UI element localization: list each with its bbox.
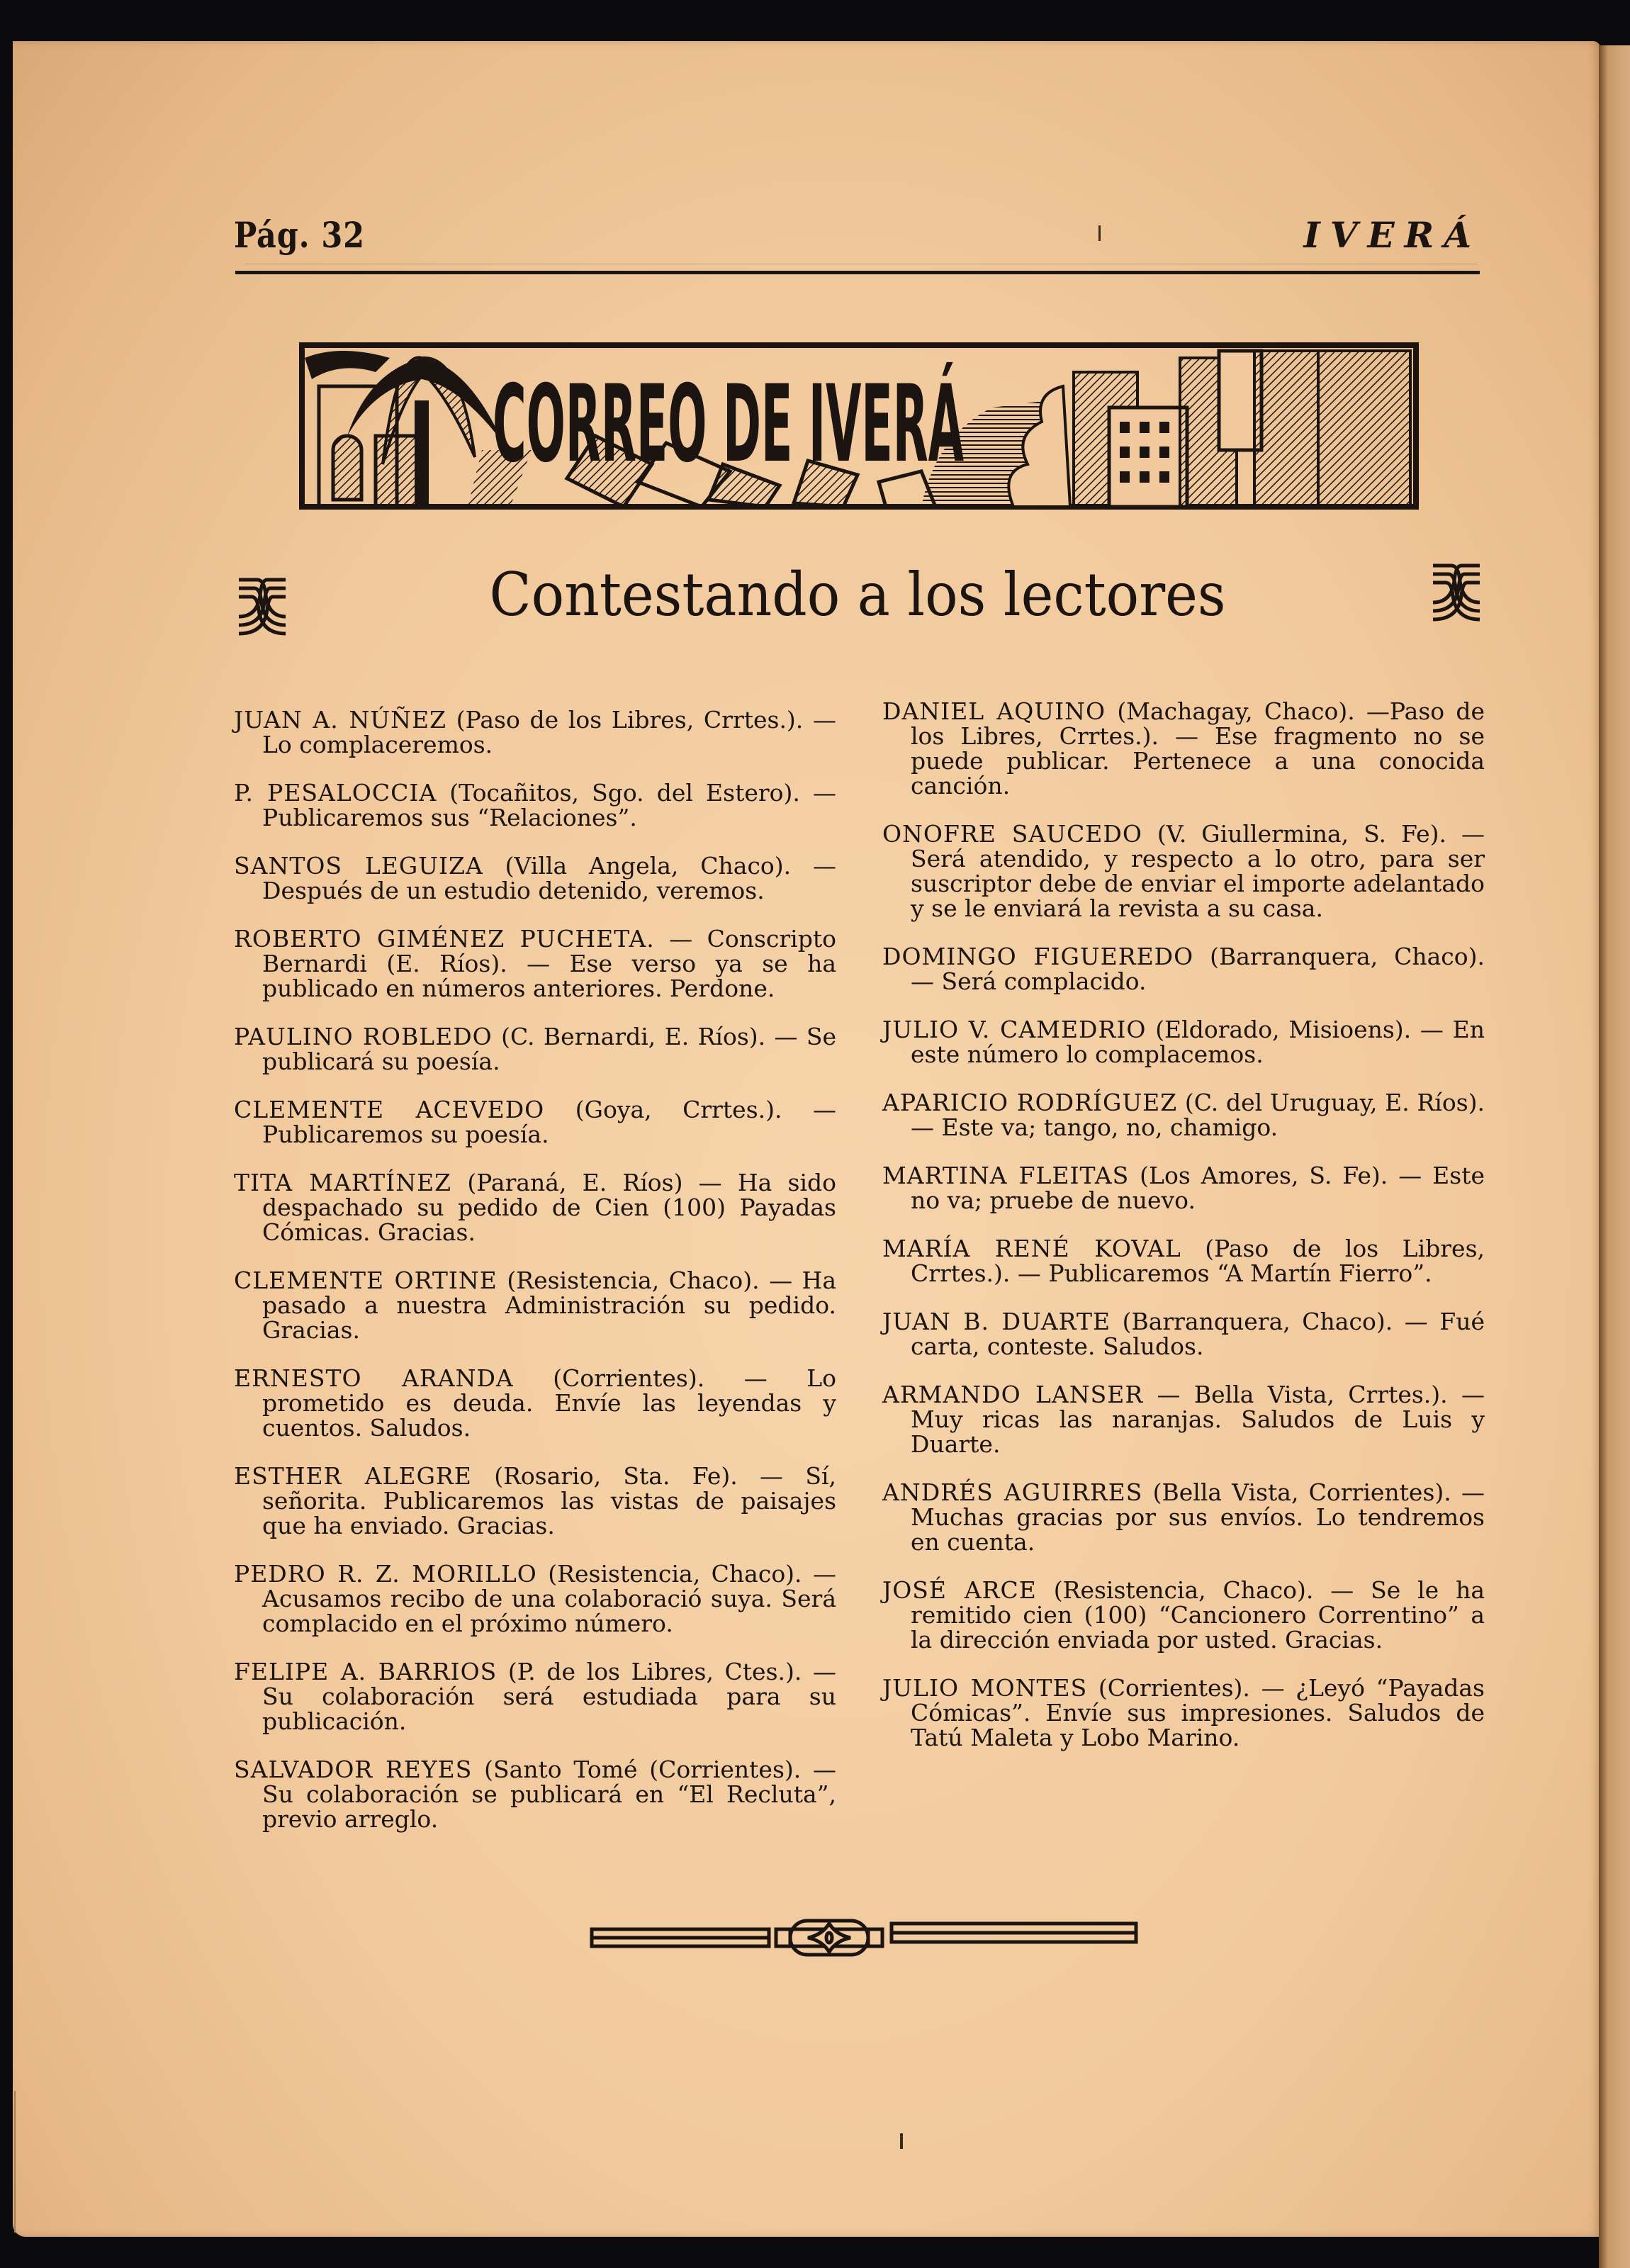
reply-text: (Tocañitos, Sgo. del Estero). — Publicaremos sus “Relaciones”.: [262, 779, 836, 831]
reply-text: (Rosario, Sta. Fe). — Sí, señorita. Publicaremos las vistas de paisajes que ha enviado. Gracias.: [262, 1462, 837, 1539]
reply-text: (P. de los Libres, Ctes.). — Su colaboración será estudiada para su publicación.: [262, 1658, 836, 1735]
reply-entry: [234, 780, 836, 830]
next-page-edge: [1599, 45, 1630, 2268]
reader-name: FELIPE A. BARRIOS: [234, 1658, 498, 1685]
reply-entry: [234, 853, 836, 903]
reply-entry: [234, 1097, 836, 1147]
reader-name: ONOFRE SAUCEDO: [882, 820, 1142, 848]
reader-name: SALVADOR REYES: [234, 1756, 473, 1783]
section-heading: [234, 560, 1481, 638]
reply-entry: [234, 1024, 836, 1074]
magazine-title: IVERÁ: [1303, 214, 1481, 256]
header-rule: [235, 271, 1480, 274]
reply-entry: [882, 699, 1485, 798]
reply-entry: [882, 1578, 1485, 1652]
reply-entry: [234, 926, 836, 1001]
correo-banner: [298, 330, 1421, 512]
reply-text: (Paraná, E. Ríos) — Ha sido despachado su pedido de Cien (100) Payadas Cómicas. Gracias.: [262, 1169, 836, 1246]
reader-name: JOSÉ ARCE: [882, 1576, 1037, 1604]
reader-name: CLEMENTE ORTINE: [234, 1267, 498, 1294]
reply-text: (Corrientes). — Lo prometido es deuda. Envíe las leyendas y cuentos. Saludos.: [262, 1364, 836, 1442]
reader-name: MARÍA RENÉ KOVAL: [882, 1235, 1181, 1262]
reply-text: (C. Bernardi, E. Ríos). — Se publicará su poesía.: [262, 1023, 836, 1075]
reply-text: (C. del Uruguay, E. Ríos). — Este va; tango, no, chamigo.: [911, 1089, 1485, 1141]
reply-text: (Resistencia, Chaco). — Acusamos recibo de una colaboració suya. Será complacido en el próximo número.: [262, 1560, 837, 1637]
reader-name: DANIEL AQUINO: [882, 697, 1106, 725]
reader-name: PEDRO R. Z. MORILLO: [234, 1560, 537, 1588]
reply-entry: [882, 1675, 1485, 1750]
reply-entry: [882, 944, 1485, 994]
reader-name: ESTHER ALEGRE: [234, 1462, 472, 1490]
wave-ornament-icon: [1432, 560, 1481, 638]
city-skyline-icon: [1074, 351, 1410, 507]
reply-text: (Paso de los Libres, Crrtes.). — Publicaremos “A Martín Fierro”.: [911, 1235, 1485, 1287]
reply-text: (Paso de los Libres, Crrtes.). — Lo complaceremos.: [262, 706, 836, 758]
reader-name: PAULINO ROBLEDO: [234, 1023, 493, 1050]
reply-entry: [234, 707, 836, 757]
reply-text: — Bella Vista, Crrtes.). — Muy ricas las naranjas. Saludos de Luis y Duarte.: [911, 1381, 1485, 1458]
page-stack-edge: [14, 2091, 30, 2233]
reply-entry: [234, 1464, 836, 1538]
page-number: Pág. 32: [234, 214, 365, 256]
reader-name: ANDRÉS AGUIRRES: [882, 1478, 1143, 1506]
reader-name: ROBERTO GIMÉNEZ PUCHETA.: [234, 925, 655, 953]
reply-text: (Resistencia, Chaco). — Se le ha remitido cien (100) “Cancionero Correntino” a la dirección enviada por usted. Gracias.: [911, 1576, 1485, 1654]
reply-text: (V. Giullermina, S. Fe). — Será atendido, y respecto a lo otro, para ser suscriptor debe de enviar el importe adelantado y se le enviará la revista a su casa.: [911, 820, 1485, 922]
reply-text: (Corrientes). — ¿Leyó “Payadas Cómicas”. Envíe sus impresiones. Saludos de Tatú Maleta y Lobo Marino.: [911, 1674, 1485, 1751]
reader-name: JULIO MONTES: [882, 1674, 1088, 1702]
reader-name: DOMINGO FIGUEREDO: [882, 943, 1194, 970]
stray-mark: [1098, 225, 1101, 241]
reply-entry: [234, 1757, 836, 1831]
right-column: [882, 675, 1485, 1764]
reply-text: (Barranquera, Chaco). — Será complacido.: [911, 943, 1485, 995]
banner-illustration: [298, 330, 1421, 512]
reply-entry: [234, 1170, 836, 1245]
reply-entry: [234, 1659, 836, 1734]
reply-text: (Villa Angela, Chaco). — Después de un estudio detenido, veremos.: [262, 852, 836, 904]
running-head: [234, 214, 1481, 264]
reply-text: (Eldorado, Misioens). — En este número lo complacemos.: [911, 1016, 1485, 1068]
reader-name: JUAN B. DUARTE: [882, 1308, 1111, 1335]
reply-text: (Goya, Crrtes.). — Publicaremos su poesía.: [262, 1096, 836, 1148]
reader-name: APARICIO RODRÍGUEZ: [882, 1089, 1178, 1116]
divider-ornament-icon: [588, 1914, 1141, 1956]
stray-mark: [900, 2133, 903, 2149]
reply-text: (Resistencia, Chaco). — Ha pasado a nuestra Administración su pedido. Gracias.: [262, 1267, 837, 1344]
left-column: [234, 684, 836, 1846]
reader-name: ERNESTO ARANDA: [234, 1364, 514, 1392]
reader-name: P. PESALOCCIA: [234, 779, 437, 807]
reader-name: ARMANDO LANSER: [882, 1381, 1144, 1408]
reader-name: SANTOS LEGUIZA: [234, 852, 483, 880]
reply-text: (Bella Vista, Corrientes). — Muchas gracias por sus envíos. Lo tendremos en cuenta.: [911, 1478, 1485, 1556]
section-title: Contestando a los lectores: [489, 560, 1226, 629]
reply-entry: [234, 1561, 836, 1636]
reader-name: MARTINA FLEITAS: [882, 1162, 1130, 1189]
reply-entry: [882, 1090, 1485, 1140]
wave-ornament-icon: [237, 574, 287, 652]
reader-name: TITA MARTÍNEZ: [234, 1169, 452, 1196]
reply-text: (Santo Tomé (Corrientes). — Su colaboración se publicará en “El Recluta”, previo arreglo.: [262, 1756, 836, 1833]
reply-entry: [234, 1366, 836, 1440]
reply-entry: [882, 1309, 1485, 1359]
reply-entry: [882, 1236, 1485, 1286]
reader-name: JUAN A. NÚÑEZ: [234, 706, 447, 734]
reader-name: CLEMENTE ACEVEDO: [234, 1096, 545, 1123]
reply-entry: [882, 1017, 1485, 1067]
reply-entry: [882, 821, 1485, 921]
reply-text: (Barranquera, Chaco). — Fué carta, conteste. Saludos.: [911, 1308, 1485, 1360]
reader-name: JULIO V. CAMEDRIO: [882, 1016, 1147, 1043]
reply-entry: [882, 1163, 1485, 1213]
reply-entry: [234, 1268, 836, 1342]
reply-text: (Machagay, Chaco). —Paso de los Libres, Crrtes.). — Ese fragmento no se puede publicar. Pertenece a una conocida canción.: [911, 697, 1485, 799]
reply-text: (Los Amores, S. Fe). — Este no va; pruebe de nuevo.: [911, 1162, 1485, 1214]
reply-entry: [882, 1382, 1485, 1456]
reply-entry: [882, 1480, 1485, 1554]
reply-text: — Conscripto Bernardi (E. Ríos). — Ese verso ya se ha publicado en números anteriores. Perdone.: [262, 925, 836, 1002]
